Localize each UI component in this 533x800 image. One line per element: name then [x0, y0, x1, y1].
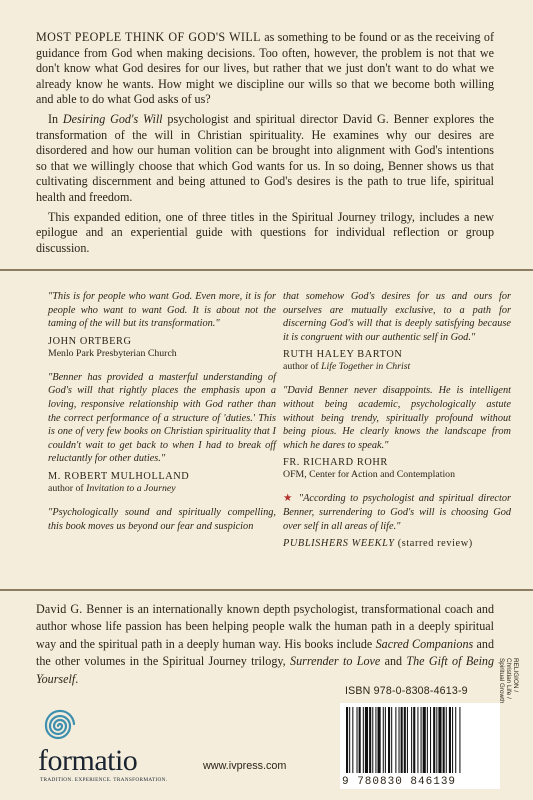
pw-name [283, 537, 511, 550]
endorsements-left-column [48, 290, 276, 533]
barcode-bar [413, 707, 415, 773]
description-p2-pre: In [48, 111, 63, 126]
barcode-bar [352, 707, 353, 773]
isbn-label: ISBN 978-0-8308-4613-9 [345, 685, 468, 697]
formatio-logo [38, 706, 168, 786]
barcode-bar [438, 707, 441, 773]
book-description [36, 30, 494, 260]
barcode-bar [421, 707, 422, 773]
bio-text-3: and [380, 654, 407, 669]
barcode-bar [455, 707, 456, 773]
barcode-bar [383, 707, 384, 773]
bisac-category: RELIGION / Christian Life / Spiritual Growth [498, 658, 519, 704]
endorsements-right-column [283, 290, 511, 550]
barcode-bars [340, 707, 500, 779]
bio-book-3: The Gift of Being Yourself [36, 654, 495, 686]
barcode-bar [395, 707, 396, 773]
barcode-bar [372, 707, 373, 773]
rohr-quote: "David Benner never disappoints. He is intelligent without being academic, psychologically astute without being trendy, spiritually profound without being pious. He clearly knows the landscape from which he dares to speak." [283, 385, 511, 451]
pw-quote-text: "According to psychologist and spiritual director Benner, surrendering to God's will is choosing God over self in all areas of life." [283, 493, 511, 532]
mulholland-affiliation [48, 483, 276, 495]
description-paragraph-2 [36, 112, 494, 206]
barcode-bar [401, 707, 403, 773]
ortberg-quote: "This is for people who want God. Even more, it is for people who want to want God. It is about not the taming of the will but its transformation." [48, 291, 276, 330]
barcode-bar [359, 707, 361, 773]
barcode-bar [363, 707, 364, 773]
barcode-bar [411, 707, 412, 773]
barcode-bar [417, 707, 418, 773]
mulholland-quote: "Benner has provided a masterful understanding of God's will that rightly places the emphasis upon a loving, responsive relationship with God rather than the correct performance of a structure of 'duties.' This is one of very few books on Christian spirituality that I couldn't wait to get back to when I had to break off reluctantly for other duties." [48, 371, 276, 465]
bio-text-1: is an internationally known depth psychologist, transformational coach and author whose life passion has been helping people walk the human path in a deeply spiritual way and the spiritual path in a deeply human way. His books include [36, 602, 494, 651]
pw-note: (starred review) [394, 538, 473, 550]
barton-quote-start: "Psychologically sound and spiritually compelling, this book moves us beyond our fear and suspicion [48, 506, 276, 532]
barcode-bar [430, 707, 431, 773]
barcode-bar [443, 707, 445, 773]
barcode-bar [433, 707, 435, 773]
barcode-digits: 9 780830 846139 [342, 776, 457, 788]
rohr-name: FR. RICHARD ROHR [283, 457, 388, 469]
ortberg-affiliation: Menlo Park Presbyterian Church [48, 347, 177, 359]
ortberg-name: JOHN ORTBERG [48, 335, 132, 347]
spiral-shell-icon [40, 706, 80, 746]
barcode-bar [459, 707, 460, 773]
pw-source: PUBLISHERS WEEKLY [283, 538, 395, 550]
logo-tagline: TRADITION. EXPERIENCE. TRANSFORMATION. [40, 777, 168, 783]
barton-name: RUTH HALEY BARTON [283, 349, 403, 361]
barcode-bar [452, 707, 453, 773]
mulholland-name: M. ROBERT MULHOLLAND [48, 470, 190, 482]
barcode-bar [404, 707, 406, 773]
rohr-affiliation: OFM, Center for Action and Contemplation [283, 469, 455, 481]
barcode-bar [357, 707, 358, 773]
barcode-bar [423, 707, 426, 773]
publisher-url: www.ivpress.com [203, 760, 287, 772]
barton-book: Life Together in Christ [321, 361, 411, 373]
bio-text-4: . [75, 671, 79, 686]
barcode-bar [346, 707, 348, 773]
description-lead: MOST PEOPLE THINK OF GOD'S WILL [36, 30, 261, 44]
mulholland-aff-pre: author of [48, 482, 87, 494]
pw-quote [283, 492, 511, 533]
barcode-bar [446, 707, 447, 773]
author-name: David G. Benner [36, 602, 123, 616]
barton-quote-continued: that somehow God's desires for us and ours for ourselves are mutually exclusive, to a path for discerning God's will that is deeply satisfying because it is congruent with our authentic self in God." [283, 291, 511, 343]
description-paragraph-1 [36, 30, 494, 108]
description-p2-text: psychologist and spiritual director David G. Benner explores the transformation of the will in Christian spirituality. He examines why our desires are disordered and how our human volition can be brought into alignment with God's intentions so that we willingly choose that which God wants for us. In so doing, Benner shows us that cultivating discernment and being attuned to God's desires is the path to true life, spiritual health and freedom. [36, 111, 494, 204]
divider-top [0, 269, 533, 271]
description-p1-text: as something to be found or as the receiving of guidance from God when making decisions. Too often, however, the problem is not that we don't know what God desires for our lives, but rather that we just don't want to do what we already know he wants. How might we discipline our wills so that we become both willing and able to do what God asks of us? [36, 30, 494, 107]
book-title-inline: Desiring God's Will [62, 111, 163, 126]
author-bio [36, 601, 494, 688]
mulholland-book: Invitation to a Journey [86, 482, 176, 494]
barcode-bar [378, 707, 381, 773]
barcode-bar [399, 707, 400, 773]
barcode-bar [365, 707, 368, 773]
barcode-bar [449, 707, 451, 773]
barton-aff-pre: author of [283, 361, 322, 373]
star-icon: ★ [283, 493, 295, 505]
bio-text-2: and the other volumes in the Spiritual Journey trilogy, [36, 636, 494, 669]
barton-affiliation [283, 361, 511, 373]
barcode-bar [436, 707, 437, 773]
bio-book-1: Sacred Companions [375, 636, 474, 651]
barcode-bar [369, 707, 371, 773]
barcode-bar [349, 707, 350, 773]
bio-book-2: Surrender to Love [290, 654, 381, 669]
barcode-bar [407, 707, 408, 773]
divider-bottom [0, 589, 533, 591]
barcode-bar [385, 707, 386, 773]
description-paragraph-3: This expanded edition, one of three titles in the Spiritual Journey trilogy, includes a new epilogue and an experiential guide with questions for individual reflection or group discussion. [36, 209, 494, 255]
logo-wordmark: formatio [38, 744, 138, 777]
barcode-bar [391, 707, 392, 773]
barcode-bar [375, 707, 376, 773]
barcode-bar [388, 707, 390, 773]
barcode-bar [427, 707, 428, 773]
